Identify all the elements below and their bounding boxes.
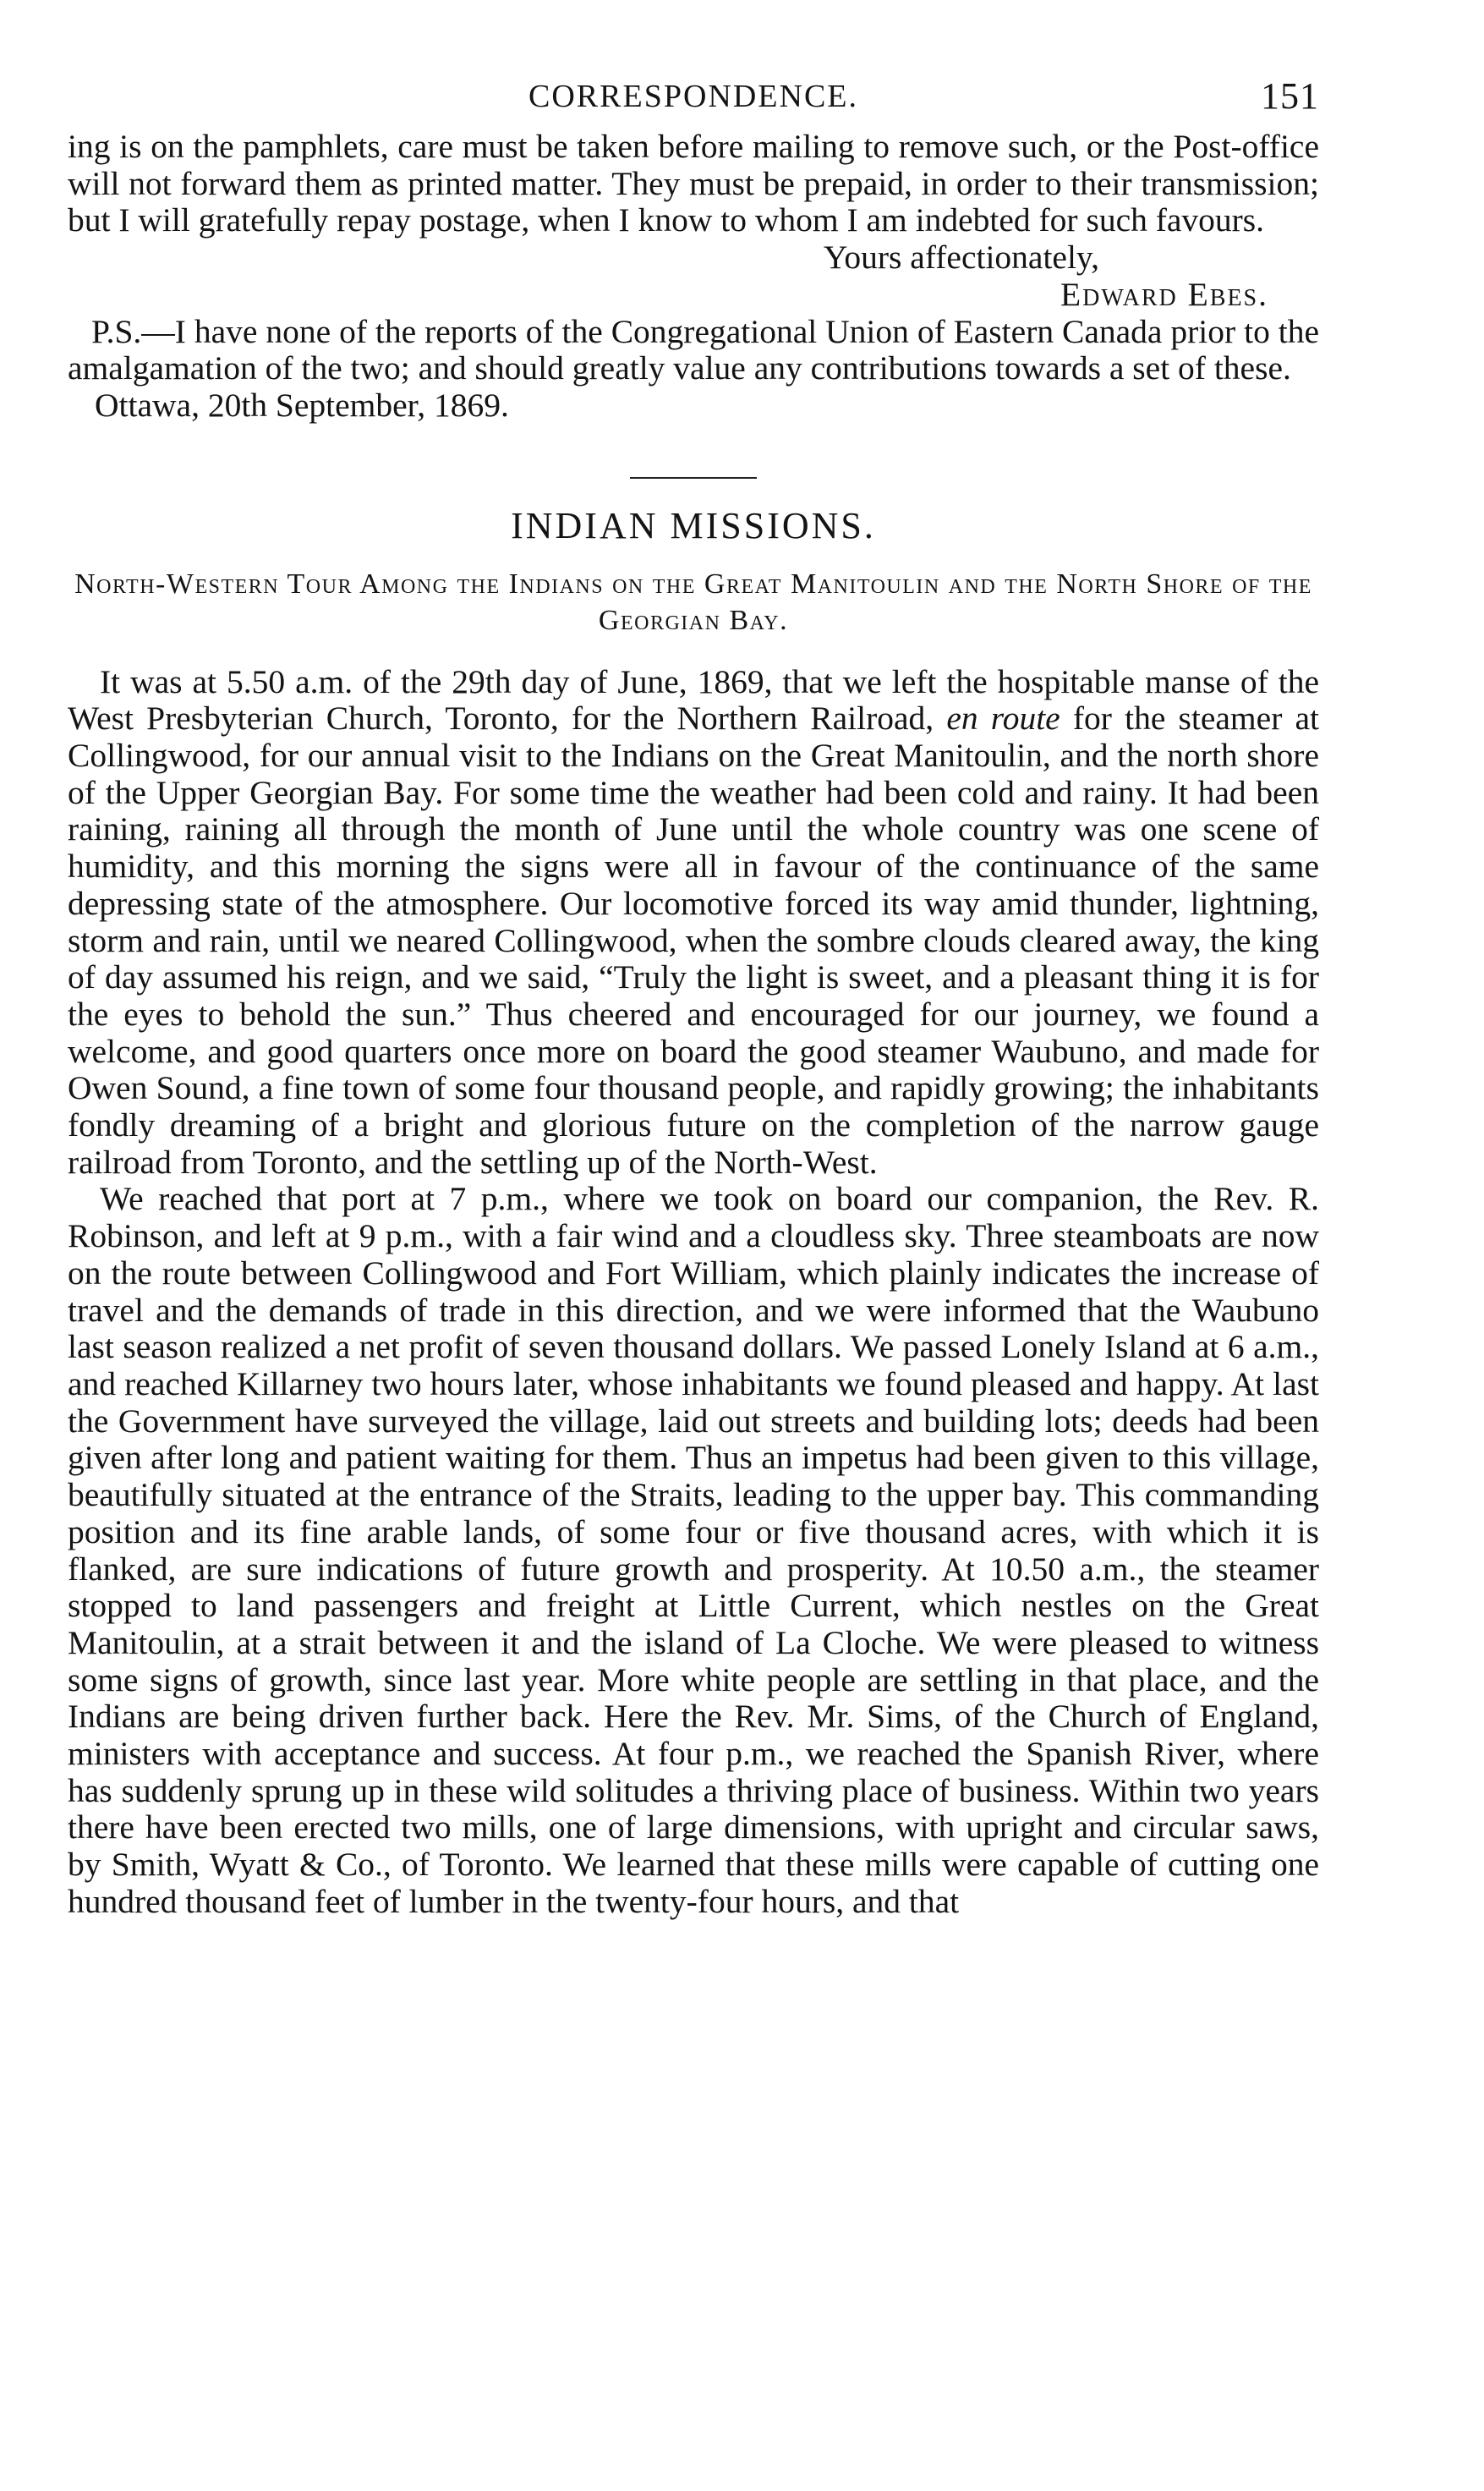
- article-paragraph-1: [68, 664, 1319, 1182]
- article-paragraph-2: We reached that port at 7 p.m., where we took on board our companion, the Rev. R. Robinson, and left at 9 p.m., with a fair wind and a cloudless sky. Three steamboats are now on the route between Collingwood and Fort William, which plainly indicates the increase of travel and the demands of trade in this direction, and we were informed that the Waubuno last season realized a net profit of seven thousand dollars. We passed Lonely Island at 6 a.m., and reached Killarney two hours later, whose inhabitants we found pleased and happy. At last the Government have surveyed the village, laid out streets and building lots; deeds had been given after long and patient waiting for them. Thus an impetus had been given to this village, beautifully situated at the entrance of the Straits, leading to the upper bay. This commanding position and its fine arable lands, of some four or five thousand acres, with which it is flanked, are sure indications of future growth and prosperity. At 10.50 a.m., the steamer stopped to land passengers and freight at Little Current, which nestles on the Great Manitoulin, at a strait between it and the island of La Cloche. We were pleased to witness some signs of growth, since last year. More white people are settling in that place, and the Indians are being driven further back. Here the Rev. Mr. Sims, of the Church of England, ministers with acceptance and success. At four p.m., we reached the Spanish River, where has suddenly sprung up in these wild solitudes a thriving place of business. Within two years there have been erected two mills, one of large dimensions, with upright and circular saws, by Smith, Wyatt & Co., of Toronto. We learned that these mills were capable of cutting one hundred thousand feet of lumber in the twenty-four hours, and that: [68, 1180, 1319, 1920]
- section-subheading: North-Western Tour Among the Indians on the Great Manitoulin and the North Shore of the Georgian Bay.: [74, 568, 1312, 636]
- paragraph-1-part-b: for the steamer at Collingwood, for our annual visit to the Indians on the Great Manitoulin, and the north shore of the Upper Georgian Bay. For some time the weather had been cold and rainy. It had been raining, raining all through the month of June until the whole country was one scene of humidity, and this morning the signs were all in favour of the continuance of the same depressing state of the atmosphere. Our locomotive forced its way amid thunder, lightning, storm and rain, until we neared Collingwood, when the sombre clouds cleared away, the king of day assumed his reign, and we said, “Truly the light is sweet, and a pleasant thing it is for the eyes to behold the sun.” Thus cheered and encouraged for our journey, we found a welcome, and good quarters once more on board the good steamer Waubuno, and made for Owen Sound, a fine town of some four thousand people, and rapidly growing; the inhabitants fondly dreaming of a bright and glorious future on the completion of the narrow gauge railroad from Toronto, and the settling up of the North-West.: [68, 700, 1320, 1181]
- letter-continuation: ing is on the pamphlets, care must be taken before mailing to remove such, or the Post-office will not forward them as printed matter. They must be prepaid, in order to their transmission; but I will gratefully repay postage, when I know to whom I am indebted for such favours.: [68, 128, 1319, 239]
- section-heading: INDIAN MISSIONS.: [511, 504, 876, 546]
- page: [68, 75, 1320, 1921]
- en-route-phrase: en route: [946, 700, 1060, 738]
- section-divider: [630, 477, 757, 479]
- running-head: [68, 75, 1319, 129]
- letter-closing-block: [68, 239, 1319, 313]
- letter-dateline: Ottawa, 20th September, 1869.: [95, 386, 509, 424]
- page-number: 151: [1261, 75, 1319, 117]
- letter-closing: Yours affectionately,: [823, 239, 1099, 277]
- letter-signature: Edward Ebes.: [1060, 275, 1268, 313]
- letter-postscript: P.S.—I have none of the reports of the Congregational Union of Eastern Canada prior to the amalgamation of the two; and should greatly value any contributions towards a set of these.: [68, 312, 1319, 387]
- running-title: CORRESPONDENCE.: [528, 79, 858, 114]
- paragraph-1-part-a: It was at 5.50 a.m. of the 29th day of June, 1869, that we left the hospitable manse of the West Presbyterian Church, Toronto, for the Northern Railroad,: [68, 662, 1319, 738]
